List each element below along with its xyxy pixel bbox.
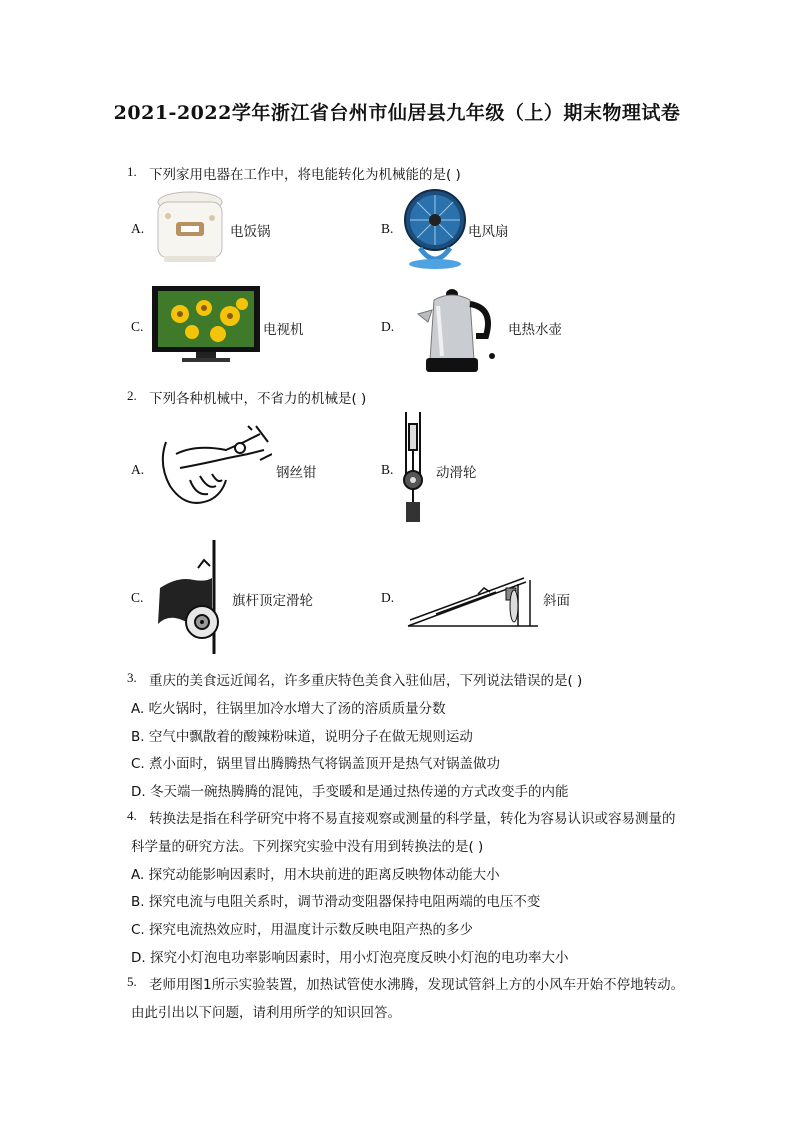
q2-stem: 下列各种机械中，不省力的机械是( ) — [149, 391, 367, 407]
electric-fan-icon — [402, 186, 468, 270]
q1-option-a-label: 电饭锅 — [230, 224, 271, 240]
q5-stem-line2: 由此引出以下问题，请利用所学的知识回答。 — [131, 1005, 401, 1021]
q1-option-b-label: 电风扇 — [468, 224, 509, 240]
q4-option-b[interactable]: B. 探究电流与电阻关系时，调节滑动变阻器保持电阻两端的电压不变 — [131, 894, 541, 910]
q4-option-c[interactable]: C. 探究电流热效应时，用温度计示数反映电阻产热的多少 — [131, 922, 474, 938]
q4-option-d[interactable]: D. 探究小灯泡电功率影响因素时，用小灯泡亮度反映小灯泡的电功率大小 — [131, 950, 569, 966]
q4-number: 4. — [127, 808, 137, 823]
q1-stem: 下列家用电器在工作中，将电能转化为机械能的是( ) — [149, 167, 461, 183]
flagpole-pulley-icon — [154, 540, 226, 654]
q2-number: 2. — [127, 388, 137, 403]
movable-pulley-icon — [398, 410, 428, 526]
q2-option-a-label: 钢丝钳 — [276, 465, 317, 481]
q4-stem-line1: 转换法是指在科学研究中将不易直接观察或测量的科学量，转化为容易认识或容易测量的 — [149, 811, 676, 827]
q1-option-d-letter[interactable]: D. — [381, 319, 395, 334]
q1-option-c-letter[interactable]: C. — [131, 319, 144, 334]
inclined-plane-icon — [406, 568, 540, 630]
q2-option-d-label: 斜面 — [543, 593, 570, 609]
television-icon — [152, 286, 260, 364]
rice-cooker-icon — [154, 188, 226, 268]
q2-option-d-letter[interactable]: D. — [381, 590, 395, 605]
q3-option-a[interactable]: A. 吃火锅时，往锅里加冷水增大了汤的溶质质量分数 — [131, 701, 446, 717]
exam-title: 2021-2022学年浙江省台州市仙居县九年级（上）期末物理试卷 — [113, 102, 681, 124]
q3-stem: 重庆的美食远近闻名，许多重庆特色美食入驻仙居，下列说法错误的是( ) — [149, 673, 583, 689]
q5-number: 5. — [127, 974, 137, 989]
q1-option-c-label: 电视机 — [263, 322, 304, 338]
q3-option-b[interactable]: B. 空气中飘散着的酸辣粉味道，说明分子在做无规则运动 — [131, 729, 473, 745]
q5-stem-line1: 老师用图1所示实验装置，加热试管使水沸腾，发现试管斜上方的小风车开始不停地转动。 — [149, 977, 685, 993]
q2-option-a-letter[interactable]: A. — [131, 462, 145, 477]
q4-option-a[interactable]: A. 探究动能影响因素时，用木块前进的距离反映物体动能大小 — [131, 867, 500, 883]
electric-kettle-icon — [416, 286, 500, 376]
q1-number: 1. — [127, 164, 137, 179]
q3-option-d[interactable]: D. 冬天端一碗热腾腾的混饨，手变暖和是通过热传递的方式改变手的内能 — [131, 784, 569, 800]
q1-option-d-label: 电热水壶 — [508, 322, 562, 338]
q3-option-c[interactable]: C. 煮小面时，锅里冒出腾腾热气将锅盖顶开是热气对锅盖做功 — [131, 756, 501, 772]
q3-number: 3. — [127, 670, 137, 685]
q1-option-a-letter[interactable]: A. — [131, 221, 145, 236]
q2-option-b-label: 动滑轮 — [436, 465, 477, 481]
pliers-icon — [156, 424, 272, 516]
q2-option-c-letter[interactable]: C. — [131, 590, 144, 605]
q2-option-b-letter[interactable]: B. — [381, 462, 394, 477]
q1-option-b-letter[interactable]: B. — [381, 221, 394, 236]
q4-stem-line2: 科学量的研究方法。下列探究实验中没有用到转换法的是( ) — [131, 839, 484, 855]
q2-option-c-label: 旗杆顶定滑轮 — [232, 593, 313, 609]
